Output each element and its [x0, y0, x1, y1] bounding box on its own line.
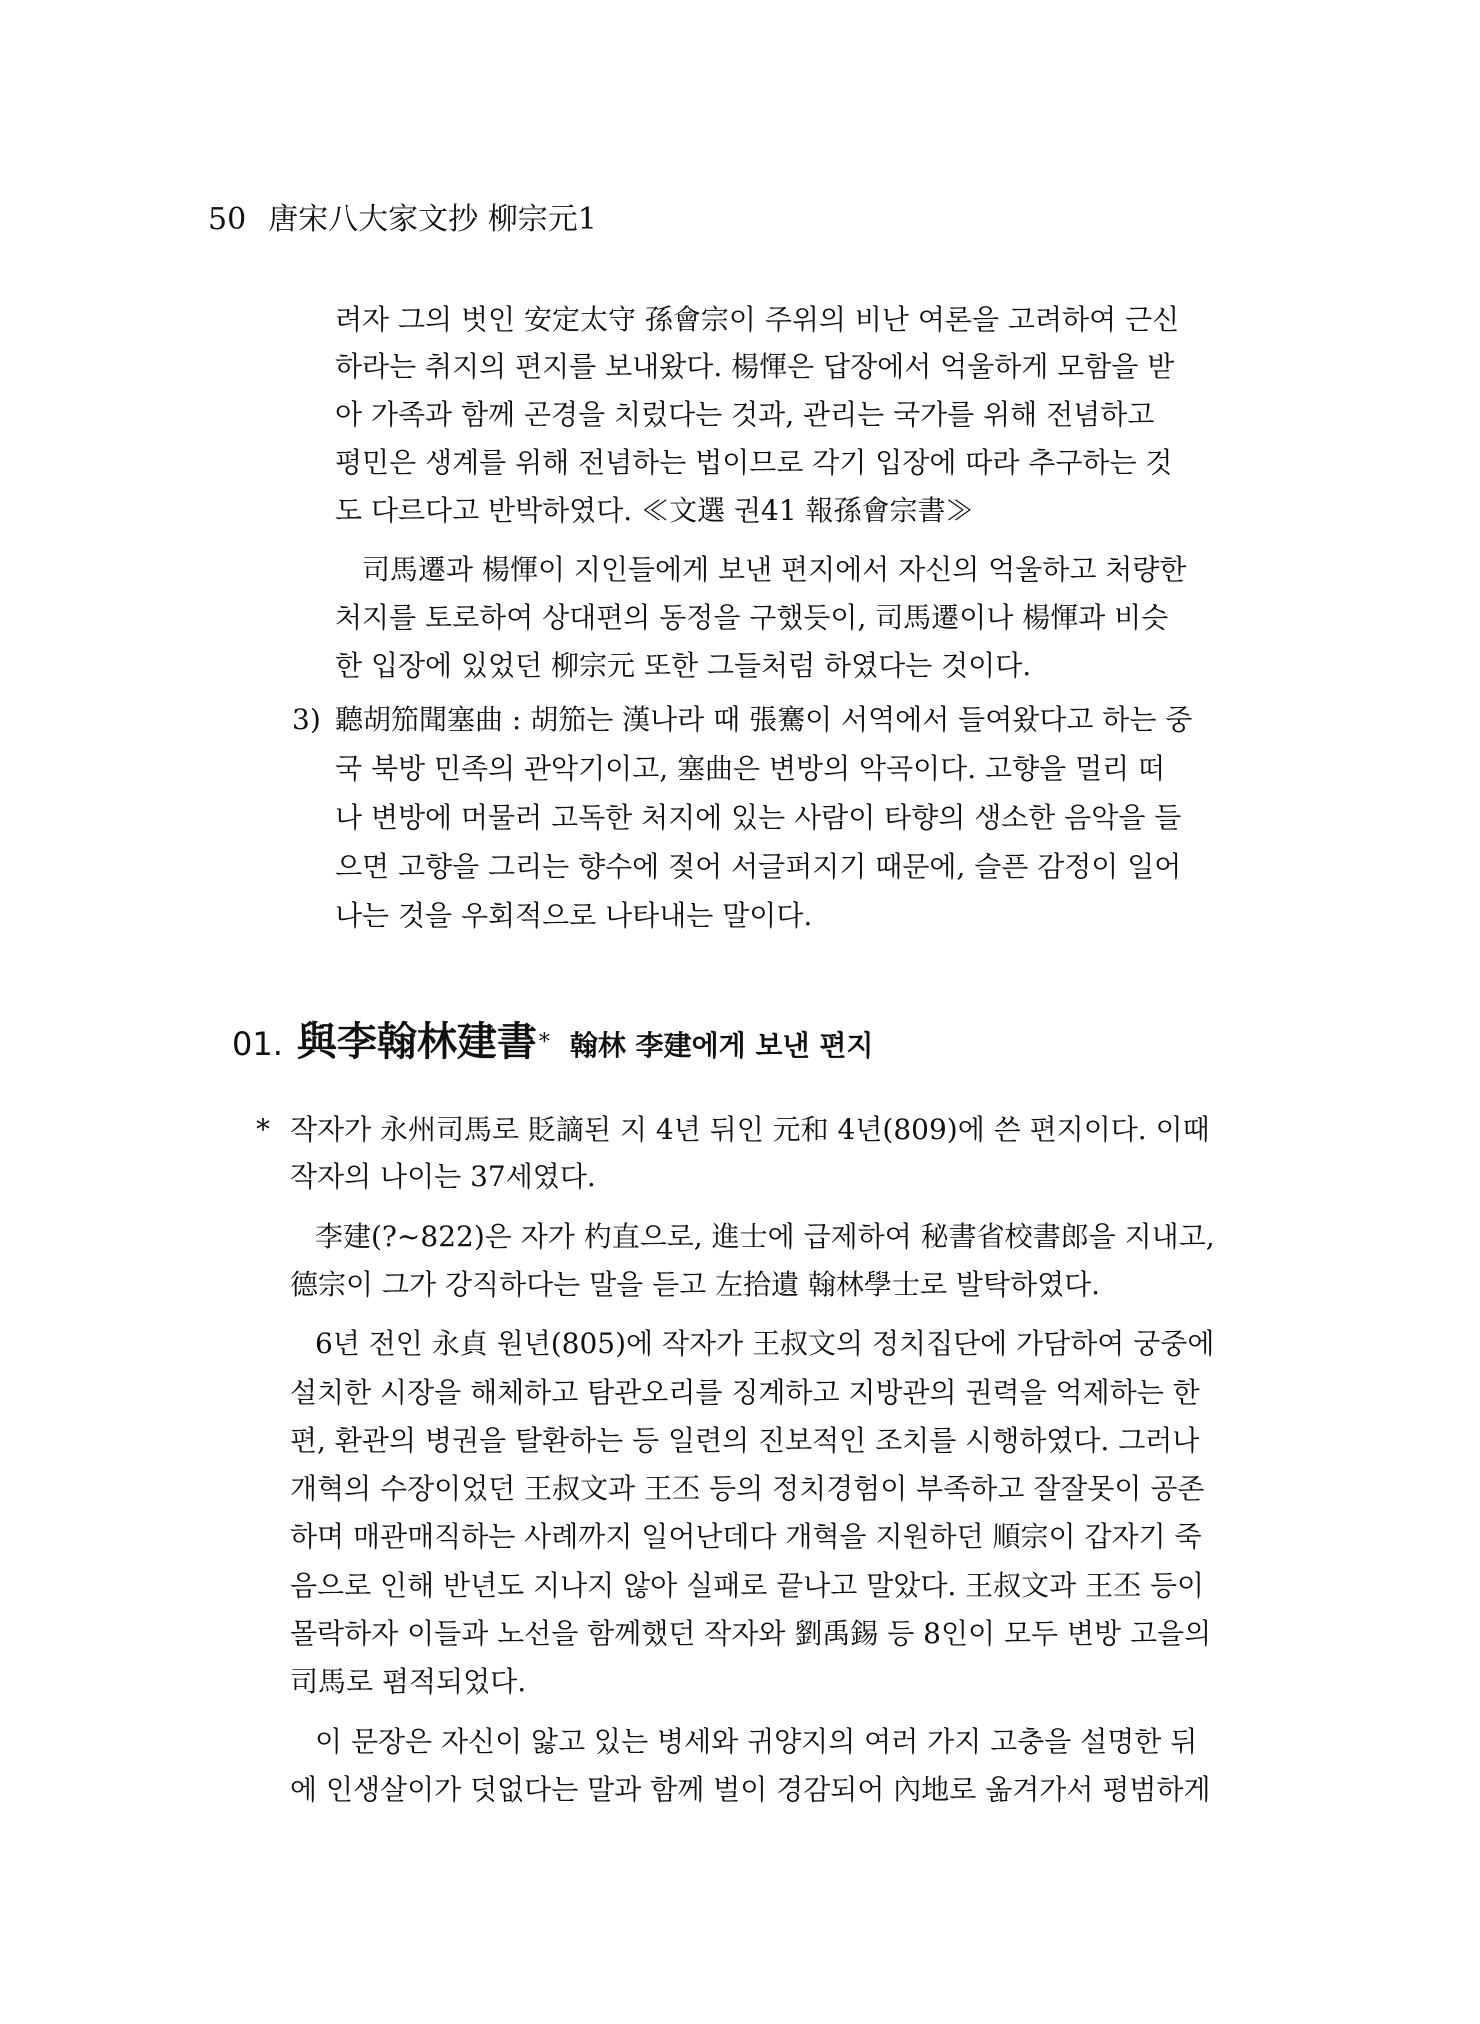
text-line: 6년 전인 永貞 원년(805)에 작자가 王叔文의 정치집단에 가담하여 궁중에 [315, 1327, 1215, 1360]
text-line: 에 인생살이가 덧없다는 말과 함께 벌이 경감되어 內地로 옮겨가서 평범하게 [290, 1773, 1211, 1806]
text-line: 작자가 永州司馬로 貶謫된 지 4년 뒤인 元和 4년(809)에 쓴 편지이다. 이때 [290, 1113, 1210, 1146]
section-subtitle: 翰林 李建에게 보낸 편지 [569, 1029, 874, 1062]
text-line: 처지를 토로하여 상대편의 동정을 구했듯이, 司馬遷이나 楊惲과 비슷 [335, 601, 1169, 634]
text-line: 한 입장에 있었던 柳宗元 또한 그들처럼 하였다는 것이다. [335, 649, 1032, 682]
text-line: 李建(?~822)은 자가 杓直으로, 進士에 급제하여 秘書省校書郎을 지내고, [315, 1220, 1215, 1253]
footnote-star: * [538, 1029, 550, 1055]
section-number: 01. [232, 1025, 283, 1063]
text-line: 司馬遷과 楊惲이 지인들에게 보낸 편지에서 자신의 억울하고 처량한 [362, 553, 1187, 586]
text-line: 나 변방에 머물러 고독한 처지에 있는 사람이 타향의 생소한 음악을 들 [335, 801, 1182, 834]
book-title: 唐宋八大家文抄 柳宗元1 [268, 202, 597, 237]
footnote-star-marker: * [256, 1113, 270, 1146]
section-title: 與李翰林建書 [296, 1018, 537, 1065]
text-line: 德宗이 그가 강직하다는 말을 듣고 左拾遺 翰林學士로 발탁하였다. [290, 1268, 1101, 1301]
footnote-marker: 3) [292, 703, 321, 736]
text-line: 아 가족과 함께 곤경을 치렀다는 것과, 관리는 국가를 위해 전념하고 [335, 398, 1155, 431]
text-line: 음으로 인해 반년도 지나지 않아 실패로 끝나고 말았다. 王叔文과 王丕 등이 [290, 1569, 1205, 1602]
text-line: 작자의 나이는 37세였다. [290, 1160, 596, 1193]
text-line: 하라는 취지의 편지를 보내왔다. 楊惲은 답장에서 억울하게 모함을 받 [335, 350, 1175, 383]
text-line: 국 북방 민족의 관악기이고, 塞曲은 변방의 악곡이다. 고향을 멀리 떠 [335, 752, 1166, 785]
text-line: 나는 것을 우회적으로 나타내는 말이다. [335, 899, 813, 932]
text-line: 도 다르다고 반박하였다. ≪文選 권41 報孫會宗書≫ [335, 494, 974, 527]
text-line: 聽胡笳聞塞曲 : 胡笳는 漢나라 때 張騫이 서역에서 들여왔다고 하는 중 [335, 703, 1193, 736]
running-head [208, 200, 597, 240]
text-line: 편, 환관의 병권을 탈환하는 등 일련의 진보적인 조치를 시행하였다. 그러나 [290, 1424, 1200, 1457]
text-line: 려자 그의 벗인 安定太守 孫會宗이 주위의 비난 여론을 고려하여 근신 [335, 303, 1180, 336]
text-line: 개혁의 수장이었던 王叔文과 王丕 등의 정치경험이 부족하고 잘잘못이 공존 [290, 1472, 1205, 1505]
text-line: 으면 고향을 그리는 향수에 젖어 서글퍼지기 때문에, 슬픈 감정이 일어 [335, 850, 1182, 883]
text-line: 평민은 생계를 위해 전념하는 법이므로 각기 입장에 따라 추구하는 것 [335, 446, 1173, 479]
text-line: 이 문장은 자신이 앓고 있는 병세와 귀양지의 여러 가지 고충을 설명한 뒤 [315, 1725, 1198, 1758]
text-line: 司馬로 폄적되었다. [290, 1665, 527, 1698]
text-line: 몰락하자 이들과 노선을 함께했던 작자와 劉禹錫 등 8인이 모두 변방 고을의 [290, 1617, 1212, 1650]
text-line: 하며 매관매직하는 사례까지 일어난데다 개혁을 지원하던 順宗이 갑자기 죽 [290, 1520, 1202, 1553]
section-heading [232, 1012, 873, 1080]
text-line: 설치한 시장을 해체하고 탐관오리를 징계하고 지방관의 권력을 억제하는 한 [290, 1376, 1200, 1409]
page-number: 50 [208, 202, 247, 237]
